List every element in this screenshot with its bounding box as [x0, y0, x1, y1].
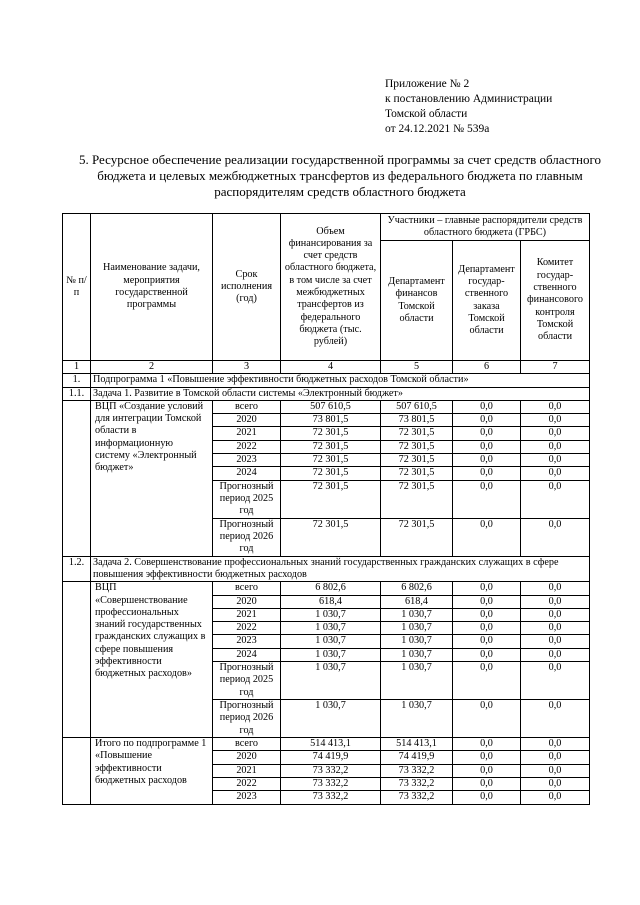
term-cell: 2023: [213, 454, 281, 467]
value-cell-d7: 0,0: [521, 608, 590, 621]
value-cell-v: 72 301,5: [281, 427, 381, 440]
value-cell-v: 72 301,5: [281, 440, 381, 453]
header-num: № п/п: [63, 214, 91, 361]
value-cell-d6: 0,0: [453, 738, 521, 751]
value-cell-d5: 73 332,2: [381, 791, 453, 804]
value-cell-v: 1 030,7: [281, 622, 381, 635]
value-cell-d5: 73 332,2: [381, 777, 453, 790]
col-number: 3: [213, 361, 281, 374]
value-cell-d7: 0,0: [521, 480, 590, 518]
term-cell: 2022: [213, 440, 281, 453]
header-term: Срок исполнения (год): [213, 214, 281, 361]
task-title: Задача 1. Развитие в Томской области системы «Электронный бюджет»: [91, 387, 590, 400]
value-cell-d6: 0,0: [453, 595, 521, 608]
value-cell-d7: 0,0: [521, 414, 590, 427]
value-cell-d7: 0,0: [521, 635, 590, 648]
header-participants: Участники – главные распорядители средств областного бюджета (ГРБС): [381, 214, 590, 241]
value-cell-d6: 0,0: [453, 751, 521, 764]
value-cell-v: 72 301,5: [281, 518, 381, 556]
header-name: Наименование задачи, мероприятия государственной программы: [91, 214, 213, 361]
value-cell-v: 6 802,6: [281, 582, 381, 595]
value-cell-d7: 0,0: [521, 662, 590, 700]
value-cell-d6: 0,0: [453, 414, 521, 427]
term-cell: Прогнозный период 2026 год: [213, 518, 281, 556]
value-cell-v: 1 030,7: [281, 700, 381, 738]
value-cell-d5: 507 610,5: [381, 400, 453, 413]
value-cell-d5: 1 030,7: [381, 622, 453, 635]
row-num-empty: [63, 582, 91, 738]
value-cell-d6: 0,0: [453, 454, 521, 467]
value-cell-d6: 0,0: [453, 518, 521, 556]
value-cell-d5: 73 332,2: [381, 764, 453, 777]
value-cell-d6: 0,0: [453, 440, 521, 453]
header-volume: Объем финансирования за счет средств областного бюджета, в том числе за счет межбюджетных трансфертов из федерального бюджета (тыс. рублей): [281, 214, 381, 361]
header-dept-order: Департамент государ-ственного заказа Томской области: [453, 241, 521, 361]
row-num-empty: [63, 738, 91, 804]
value-cell-d5: 1 030,7: [381, 648, 453, 661]
activity-name: ВЦП «Создание условий для интеграции Томской области в информационную систему «Электронный бюджет»: [91, 400, 213, 556]
value-cell-v: 514 413,1: [281, 738, 381, 751]
term-cell: 2023: [213, 635, 281, 648]
value-cell-v: 1 030,7: [281, 635, 381, 648]
task-row: [63, 556, 590, 582]
term-cell: 2021: [213, 764, 281, 777]
value-cell-d6: 0,0: [453, 608, 521, 621]
value-cell-v: 74 419,9: [281, 751, 381, 764]
value-cell-d6: 0,0: [453, 662, 521, 700]
value-cell-d6: 0,0: [453, 622, 521, 635]
term-cell: 2020: [213, 595, 281, 608]
value-cell-d7: 0,0: [521, 764, 590, 777]
value-cell-d5: 72 301,5: [381, 427, 453, 440]
resource-table: [62, 213, 590, 805]
value-cell-v: 73 801,5: [281, 414, 381, 427]
value-cell-d7: 0,0: [521, 518, 590, 556]
section-title: 5. Ресурсное обеспечение реализации государственной программы за счет средств областного бюджета и целевых межбюджетных трансфертов из федерального бюджета по главным распорядителям средств областного бюджета: [79, 152, 601, 199]
term-cell: 2024: [213, 648, 281, 661]
term-cell: Прогнозный период 2026 год: [213, 700, 281, 738]
value-cell-d7: 0,0: [521, 440, 590, 453]
col-number: 2: [91, 361, 213, 374]
value-cell-d5: 1 030,7: [381, 608, 453, 621]
value-cell-d5: 6 802,6: [381, 582, 453, 595]
col-number: 6: [453, 361, 521, 374]
value-cell-d7: 0,0: [521, 400, 590, 413]
value-cell-d6: 0,0: [453, 648, 521, 661]
task-num: 1.2.: [63, 556, 91, 582]
value-cell-d5: 73 801,5: [381, 414, 453, 427]
value-cell-d7: 0,0: [521, 648, 590, 661]
term-cell: всего: [213, 582, 281, 595]
value-cell-d7: 0,0: [521, 467, 590, 480]
value-cell-d6: 0,0: [453, 427, 521, 440]
value-cell-d5: 72 301,5: [381, 440, 453, 453]
term-cell: Прогнозный период 2025 год: [213, 662, 281, 700]
value-cell-d5: 74 419,9: [381, 751, 453, 764]
value-cell-v: 73 332,2: [281, 791, 381, 804]
value-cell-v: 507 610,5: [281, 400, 381, 413]
term-cell: 2020: [213, 414, 281, 427]
value-cell-d7: 0,0: [521, 700, 590, 738]
value-cell-v: 73 332,2: [281, 777, 381, 790]
value-cell-d6: 0,0: [453, 791, 521, 804]
value-cell-d5: 514 413,1: [381, 738, 453, 751]
row-num-empty: [63, 400, 91, 556]
appendix-line: к постановлению Администрации: [385, 93, 553, 105]
col-number: 1: [63, 361, 91, 374]
value-cell-v: 1 030,7: [281, 648, 381, 661]
appendix-line: Приложение № 2: [385, 78, 470, 90]
value-cell-d7: 0,0: [521, 777, 590, 790]
value-cell-d5: 72 301,5: [381, 454, 453, 467]
data-row: [63, 582, 590, 595]
task-row: [63, 387, 590, 400]
task-num: 1.1.: [63, 387, 91, 400]
value-cell-v: 72 301,5: [281, 454, 381, 467]
activity-name: ВЦП «Совершенствование профессиональных знаний государственных гражданских служащих в сфере повышения эффективности бюджетных расходов»: [91, 582, 213, 738]
value-cell-d7: 0,0: [521, 595, 590, 608]
value-cell-d7: 0,0: [521, 427, 590, 440]
value-cell-v: 73 332,2: [281, 764, 381, 777]
value-cell-d7: 0,0: [521, 622, 590, 635]
value-cell-v: 72 301,5: [281, 480, 381, 518]
value-cell-d7: 0,0: [521, 582, 590, 595]
term-cell: 2021: [213, 427, 281, 440]
data-row: [63, 400, 590, 413]
appendix-line: Томской области: [385, 108, 468, 120]
value-cell-d5: 72 301,5: [381, 480, 453, 518]
term-cell: Прогнозный период 2025 год: [213, 480, 281, 518]
value-cell-d6: 0,0: [453, 777, 521, 790]
value-cell-v: 1 030,7: [281, 662, 381, 700]
column-number-row: [63, 361, 590, 374]
value-cell-d6: 0,0: [453, 700, 521, 738]
value-cell-d5: 618,4: [381, 595, 453, 608]
header-dept-fin: Департамент финансов Томской области: [381, 241, 453, 361]
data-row: [63, 738, 590, 751]
subprogram-num: 1.: [63, 374, 91, 387]
header-row: [63, 214, 590, 241]
subprogram-row: [63, 374, 590, 387]
value-cell-d6: 0,0: [453, 467, 521, 480]
value-cell-d7: 0,0: [521, 738, 590, 751]
value-cell-d5: 1 030,7: [381, 635, 453, 648]
appendix-line: от 24.12.2021 № 539а: [385, 123, 490, 135]
appendix-block: [385, 77, 552, 137]
term-cell: 2024: [213, 467, 281, 480]
value-cell-d6: 0,0: [453, 764, 521, 777]
term-cell: 2022: [213, 777, 281, 790]
value-cell-d6: 0,0: [453, 400, 521, 413]
term-cell: 2023: [213, 791, 281, 804]
value-cell-d6: 0,0: [453, 582, 521, 595]
value-cell-d5: 1 030,7: [381, 662, 453, 700]
value-cell-d7: 0,0: [521, 454, 590, 467]
value-cell-d5: 1 030,7: [381, 700, 453, 738]
value-cell-d6: 0,0: [453, 480, 521, 518]
term-cell: всего: [213, 400, 281, 413]
value-cell-d5: 72 301,5: [381, 467, 453, 480]
subprogram-title: Подпрограмма 1 «Повышение эффективности бюджетных расходов Томской области»: [91, 374, 590, 387]
term-cell: 2022: [213, 622, 281, 635]
task-title: Задача 2. Совершенствование профессиональных знаний государственных гражданских служащих в сфере повышения эффективности бюджетных расходов: [91, 556, 590, 582]
col-number: 4: [281, 361, 381, 374]
value-cell-v: 618,4: [281, 595, 381, 608]
value-cell-d6: 0,0: [453, 635, 521, 648]
col-number: 7: [521, 361, 590, 374]
term-cell: 2020: [213, 751, 281, 764]
total-name: Итого по подпрограмме 1 «Повышение эффективности бюджетных расходов: [91, 738, 213, 804]
value-cell-v: 1 030,7: [281, 608, 381, 621]
header-committee: Комитет государ-ственного финансового контроля Томской области: [521, 241, 590, 361]
value-cell-d5: 72 301,5: [381, 518, 453, 556]
value-cell-v: 72 301,5: [281, 467, 381, 480]
value-cell-d7: 0,0: [521, 791, 590, 804]
value-cell-d7: 0,0: [521, 751, 590, 764]
term-cell: 2021: [213, 608, 281, 621]
col-number: 5: [381, 361, 453, 374]
term-cell: всего: [213, 738, 281, 751]
